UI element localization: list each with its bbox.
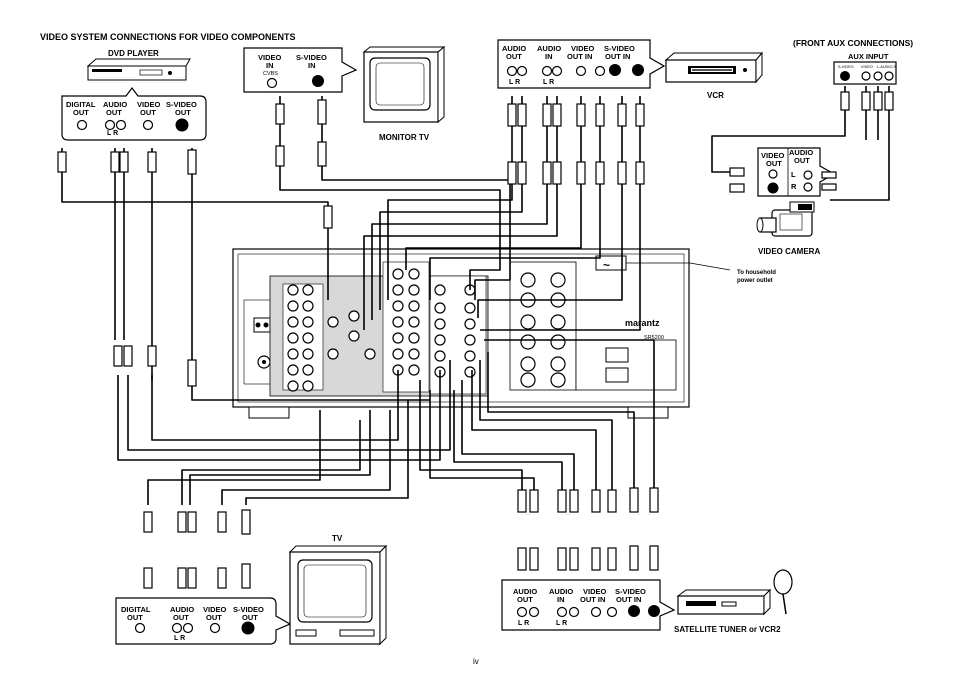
monitor-video-jack bbox=[268, 79, 277, 88]
svg-text:S-VIDEO: S-VIDEO bbox=[838, 65, 854, 69]
svg-text:L-AUDIO-R: L-AUDIO-R bbox=[877, 65, 897, 69]
svg-text:OUT: OUT bbox=[175, 108, 191, 117]
dvd-digital-jack bbox=[78, 121, 87, 130]
dvd-player-illustration bbox=[88, 59, 190, 80]
vcr-label: VCR bbox=[707, 91, 724, 100]
svg-text:OUT: OUT bbox=[506, 52, 522, 61]
svg-text:L R: L R bbox=[174, 635, 186, 642]
svg-text:L: L bbox=[791, 170, 796, 179]
svg-text:OUT: OUT bbox=[173, 613, 189, 622]
satellite-panel bbox=[502, 580, 674, 630]
sat-audio-in-label: AUDIO bbox=[549, 587, 574, 596]
tv-label: TV bbox=[332, 534, 343, 543]
svg-text:OUT: OUT bbox=[73, 108, 89, 117]
svg-text:OUT: OUT bbox=[140, 108, 156, 117]
vcr-video-label: VIDEO bbox=[571, 44, 595, 53]
dvd-svideo-jack bbox=[176, 119, 189, 132]
vcr-audio-out-label: AUDIO bbox=[502, 44, 527, 53]
tv-illustration bbox=[290, 546, 386, 644]
dvd-video-label: VIDEO bbox=[137, 100, 161, 109]
satellite-tuner-illustration bbox=[678, 570, 792, 614]
vcr-svideo-label: S-VIDEO bbox=[604, 44, 635, 53]
svg-text:CVBS: CVBS bbox=[263, 71, 278, 77]
svg-text:OUT IN: OUT IN bbox=[567, 52, 593, 61]
svg-text:OUT IN: OUT IN bbox=[605, 52, 631, 61]
svg-text:OUT IN: OUT IN bbox=[580, 595, 606, 604]
aux-input-label: AUX INPUT bbox=[848, 52, 889, 61]
vcr-panel bbox=[498, 40, 664, 88]
tv-output-panel bbox=[116, 598, 290, 644]
svg-text:R: R bbox=[791, 182, 797, 191]
model-label: SR5200 bbox=[644, 335, 664, 341]
sat-svideo-label: S-VIDEO bbox=[615, 587, 646, 596]
vcr-illustration bbox=[666, 53, 762, 82]
page-number: iv bbox=[473, 657, 479, 666]
svg-text:OUT: OUT bbox=[106, 108, 122, 117]
svg-text:OUT: OUT bbox=[127, 613, 143, 622]
svg-text:OUT: OUT bbox=[242, 613, 258, 622]
svg-text:IN: IN bbox=[545, 52, 553, 61]
dvd-svideo-label: S-VIDEO bbox=[166, 100, 197, 109]
satellite-tuner-label: SATELLITE TUNER or VCR2 bbox=[674, 625, 781, 634]
brand-logo: marantz bbox=[625, 318, 660, 328]
svg-text:L R: L R bbox=[509, 79, 521, 86]
sat-audio-out-label: AUDIO bbox=[513, 587, 538, 596]
sat-video-label: VIDEO bbox=[583, 587, 607, 596]
tv-digital-label: DIGITAL bbox=[121, 605, 151, 614]
dvd-audio-label: AUDIO bbox=[103, 100, 128, 109]
video-camera-label: VIDEO CAMERA bbox=[758, 247, 821, 256]
tv-video-label: VIDEO bbox=[203, 605, 227, 614]
dvd-video-jack bbox=[144, 121, 153, 130]
aux-input-panel bbox=[834, 52, 897, 84]
svg-text:L R: L R bbox=[556, 620, 568, 627]
video-camera-illustration bbox=[757, 202, 814, 236]
monitor-tv-illustration bbox=[364, 47, 444, 122]
svg-text:L R: L R bbox=[518, 620, 530, 627]
svg-text:VIDEO: VIDEO bbox=[861, 65, 873, 69]
dvd-audio-l-jack bbox=[106, 121, 115, 130]
svg-text:L R: L R bbox=[107, 130, 119, 137]
svg-text:IN: IN bbox=[266, 61, 274, 70]
monitor-tv-label: MONITOR TV bbox=[379, 133, 430, 142]
camera-audio-label: AUDIO bbox=[789, 148, 814, 157]
svg-text:OUT: OUT bbox=[766, 159, 782, 168]
dvd-output-panel bbox=[62, 88, 206, 140]
svg-text:power outlet: power outlet bbox=[737, 278, 773, 284]
svg-text:OUT IN: OUT IN bbox=[616, 595, 642, 604]
dvd-digital-label: DIGITAL bbox=[66, 100, 96, 109]
tv-svideo-label: S-VIDEO bbox=[233, 605, 264, 614]
power-outlet-note: To household bbox=[737, 270, 776, 276]
front-aux-title: (FRONT AUX CONNECTIONS) bbox=[793, 38, 914, 48]
monitor-input-panel bbox=[244, 48, 356, 92]
svg-text:OUT: OUT bbox=[517, 595, 533, 604]
monitor-video-label: VIDEO bbox=[258, 53, 282, 62]
camera-video-label: VIDEO bbox=[761, 151, 785, 160]
vcr-audio-in-label: AUDIO bbox=[537, 44, 562, 53]
svg-text:L R: L R bbox=[543, 79, 555, 86]
svg-text:OUT: OUT bbox=[794, 156, 810, 165]
svg-text:IN: IN bbox=[557, 595, 565, 604]
monitor-svideo-jack bbox=[312, 75, 324, 87]
dvd-audio-r-jack bbox=[117, 121, 126, 130]
monitor-svideo-label: S-VIDEO bbox=[296, 53, 327, 62]
page-title: VIDEO SYSTEM CONNECTIONS FOR VIDEO COMPONENTS bbox=[40, 32, 296, 42]
dvd-player-label: DVD PLAYER bbox=[108, 49, 159, 58]
svg-text:OUT: OUT bbox=[206, 613, 222, 622]
svg-text:IN: IN bbox=[308, 61, 316, 70]
tv-audio-label: AUDIO bbox=[170, 605, 195, 614]
ac-symbol: ~ bbox=[603, 258, 611, 272]
